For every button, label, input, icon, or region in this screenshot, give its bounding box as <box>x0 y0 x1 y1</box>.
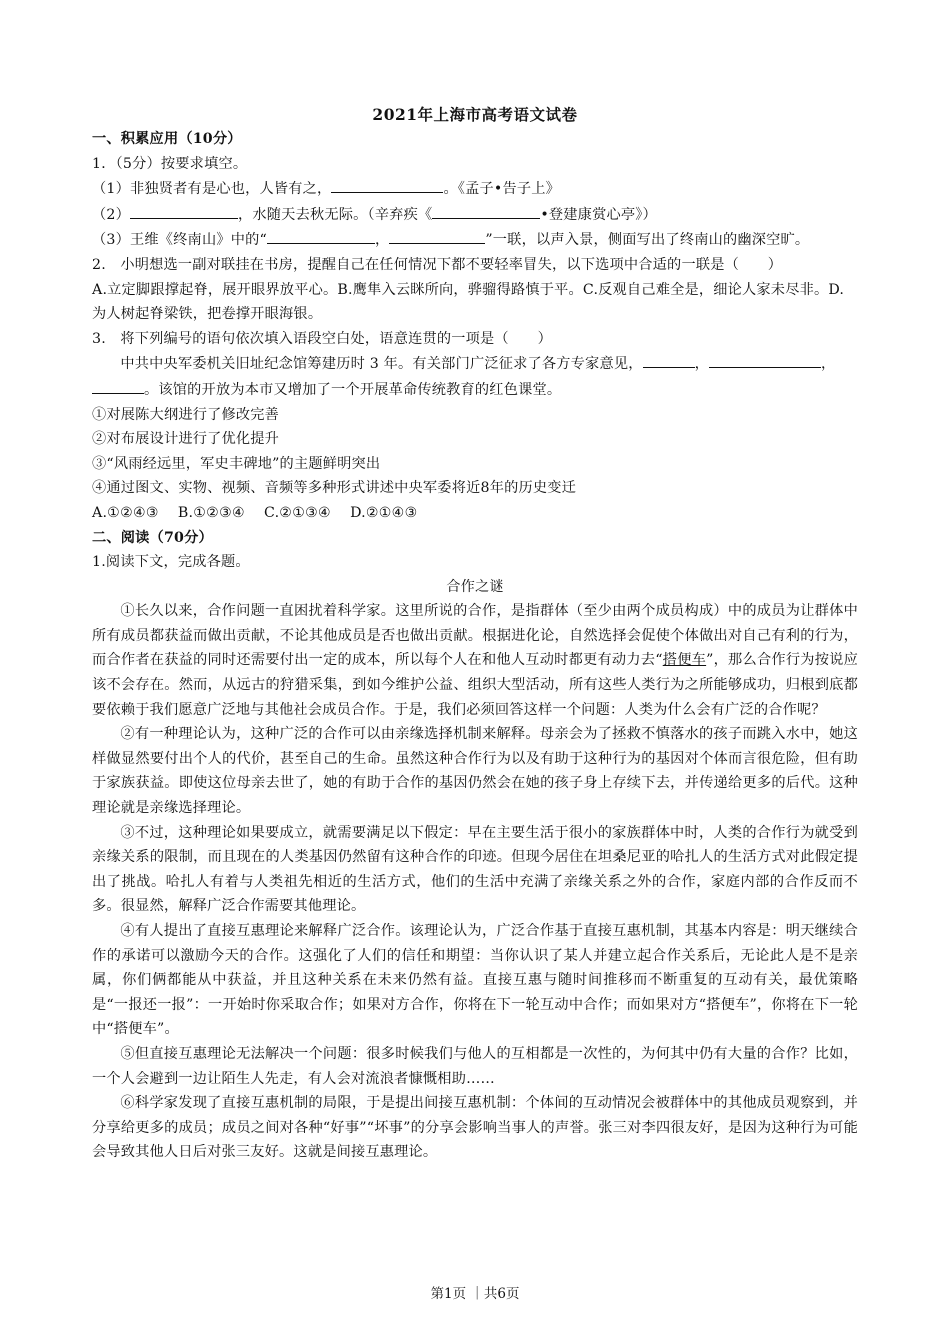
q3-item: ④通过图文、实物、视频、音频等多种形式讲述中央军委将近8年的历史变迁 <box>92 480 577 497</box>
q3-passage-text-b: 。该馆的开放为本市又增加了一个开展革命传统教育的红色课堂。 <box>144 381 562 398</box>
article-paragraph-3: ③不过，这种理论如果要成立，就需要满足以下假定：早在主要生活于很小的家族群体中时，人类的合作行为就受到亲缘关系的限制，而且现在的人类基因仍然留有这种合作的印迹。但现今居住在坦桑尼亚的哈扎人的生活方式对此假定提出了挑战。哈扎人有着与人类祖先相近的生活方式，他们的生活中充满了亲缘关系之外的合作，家庭内部的合作反而不多。很显然，解释广泛合作需要其他理论。 <box>92 824 858 915</box>
fill-blank[interactable] <box>92 377 144 394</box>
fill-blank[interactable] <box>643 351 695 368</box>
q3-item: ①对展陈大纲进行了修改完善 <box>92 406 280 423</box>
underlined-term: 搭便车 <box>662 652 707 669</box>
q1-line1-text-b: 。《孟子•告子上》 <box>443 181 561 198</box>
q3-item: ②对布展设计进行了优化提升 <box>92 431 280 448</box>
article-paragraph-1 <box>92 599 858 722</box>
q1-line2 <box>92 202 858 228</box>
article-paragraph-6: ⑥科学家发现了直接互惠机制的局限，于是提出间接互惠机制：个体间的互动情况会被群体中的其他成员观察到，并分享给更多的成员；成员之间对各种“好事”“坏事”的分享会影响当事人的声誉。张三对李四很友好，是因为这种行为可能会导致其他人日后对张三友好。这就是间接互惠理论。 <box>92 1095 858 1161</box>
q1-line3 <box>92 227 858 253</box>
fill-blank[interactable] <box>709 351 821 368</box>
paragraph-1-text-a: ①长久以来，合作问题一直困扰着科学家。这里所说的合作，是指群体（至少由两个成员构成）中的成员为让群体中所有成员都获益而做出贡献，不论其他成员是否也做出贡献。根据进化论，自然选择会促使个体做出对自己有利的行为，而合作者在获益的同时还需要付出一定的成本，所以每个人在和他人互动时都更有动力去“ <box>92 603 858 669</box>
q1-line2-text-c: •登建康赏心亭》） <box>540 206 657 223</box>
q3-passage <box>92 351 858 402</box>
reading-intro: 1.阅读下文，完成各题。 <box>92 554 250 571</box>
q1-line1 <box>92 176 858 202</box>
q2-options: A.立定脚跟撑起脊，展开眼界放平心。B.鹰隼入云眯所向，骅骝得路慎于平。C.反观自己难全是，细论人家未尽非。D.为人树起脊梁铁，把卷撑开眼海银。 <box>92 281 845 323</box>
q2-stem: 2. 小明想选一副对联挂在书房，提醒自己在任何情况下都不要轻率冒失，以下选项中合适的一联是（ ） <box>92 256 783 273</box>
q1-stem: 1．（5分）按要求填空。 <box>92 155 248 172</box>
q3-options: A.①②④③ B.①②③④ C.②①③④ D.②①④③ <box>92 504 418 521</box>
article-paragraph-4: ④有人提出了直接互惠理论来解释广泛合作。该理论认为，广泛合作基于直接互惠机制，其基本内容是：明天继续合作的承诺可以激励今天的合作。这强化了人们的信任和期望：当你认识了某人并建立起合作关系后，无论此人是不是亲属，你们俩都能从中获益，并且这种关系在未来仍然有益。直接互惠与随时间推移而不断重复的互动有关，最优策略是“一报还一报”：一开始时你采取合作；如果对方合作，你将在下一轮互动中合作；而如果对方“搭便车”，你将在下一轮中“搭便车”。 <box>92 923 858 1038</box>
article-title: 合作之谜 <box>446 578 504 595</box>
fill-blank[interactable] <box>331 176 443 193</box>
article-paragraph-2: ②有一种理论认为，这种广泛的合作可以由亲缘选择机制来解释。母亲会为了拯救不慎落水的孩子而跳入水中，她这样做显然要付出个人的代价，甚至自己的生命。虽然这种合作行为以及有助于这种行为的基因对个体而言很危险，但有助于家族获益。即使这位母亲去世了，她的有助于合作的基因仍然会在她的孩子身上存续下去，并传递给更多的后代。这种理论就是亲缘选择理论。 <box>92 726 858 817</box>
page-title: 2021年上海市高考语文试卷 <box>372 105 578 124</box>
fill-blank[interactable] <box>432 202 540 219</box>
q1-line3-text-b: ， <box>374 232 390 249</box>
article-paragraph-5: ⑤但直接互惠理论无法解决一个问题：很多时候我们与他人的互相都是一次性的，为何其中仍有大量的合作？比如，一个人会避到一边让陌生人先走，有人会对流浪者慷慨相助…… <box>92 1045 858 1087</box>
page-footer: 第1页 ｜共6页 <box>430 1286 520 1302</box>
section2-heading: 二、阅读（70分） <box>92 529 213 546</box>
section1-heading: 一、积累应用（10分） <box>92 131 242 147</box>
fill-blank[interactable] <box>389 227 485 244</box>
q1-line1-text-a: （1）非独贤者有是心也，人皆有之， <box>92 181 332 198</box>
exam-content <box>92 127 858 1165</box>
q1-line3-text-c: ”一联，以声入景，侧面写出了终南山的幽深空旷。 <box>485 232 810 249</box>
q3-sep2: ， <box>821 356 836 373</box>
q3-passage-text-a: 中共中央军委机关旧址纪念馆筹建历时 3 年。有关部门广泛征求了各方专家意见， <box>120 356 643 373</box>
q3-item: ③“风雨经远里，军史丰碑地”的主题鲜明突出 <box>92 455 381 472</box>
q1-line2-text-a: （2） <box>92 206 131 223</box>
fill-blank[interactable] <box>267 227 375 244</box>
q3-sep1: ， <box>694 356 709 373</box>
paragraph-1-text-b: ”，那么合作行为按说应该不会存在。然而，从远古的狩猎采集，到如今维护公益、组织大型活动，所有这些人类行为之所能够成功，归根到底都要依赖于我们愿意广泛地与其他社会成员合作。于是，我们必须回答这样一个问题：人类为什么会有广泛的合作呢？ <box>92 652 858 718</box>
fill-blank[interactable] <box>130 202 238 219</box>
q1-line3-text-a: （3）王维《终南山》中的“ <box>92 232 267 249</box>
q3-stem: 3. 将下列编号的语句依次填入语段空白处，语意连贯的一项是（ ） <box>92 330 552 347</box>
q1-line2-text-b: ，水随天去秋无际。（辛弃疾《 <box>238 206 433 223</box>
